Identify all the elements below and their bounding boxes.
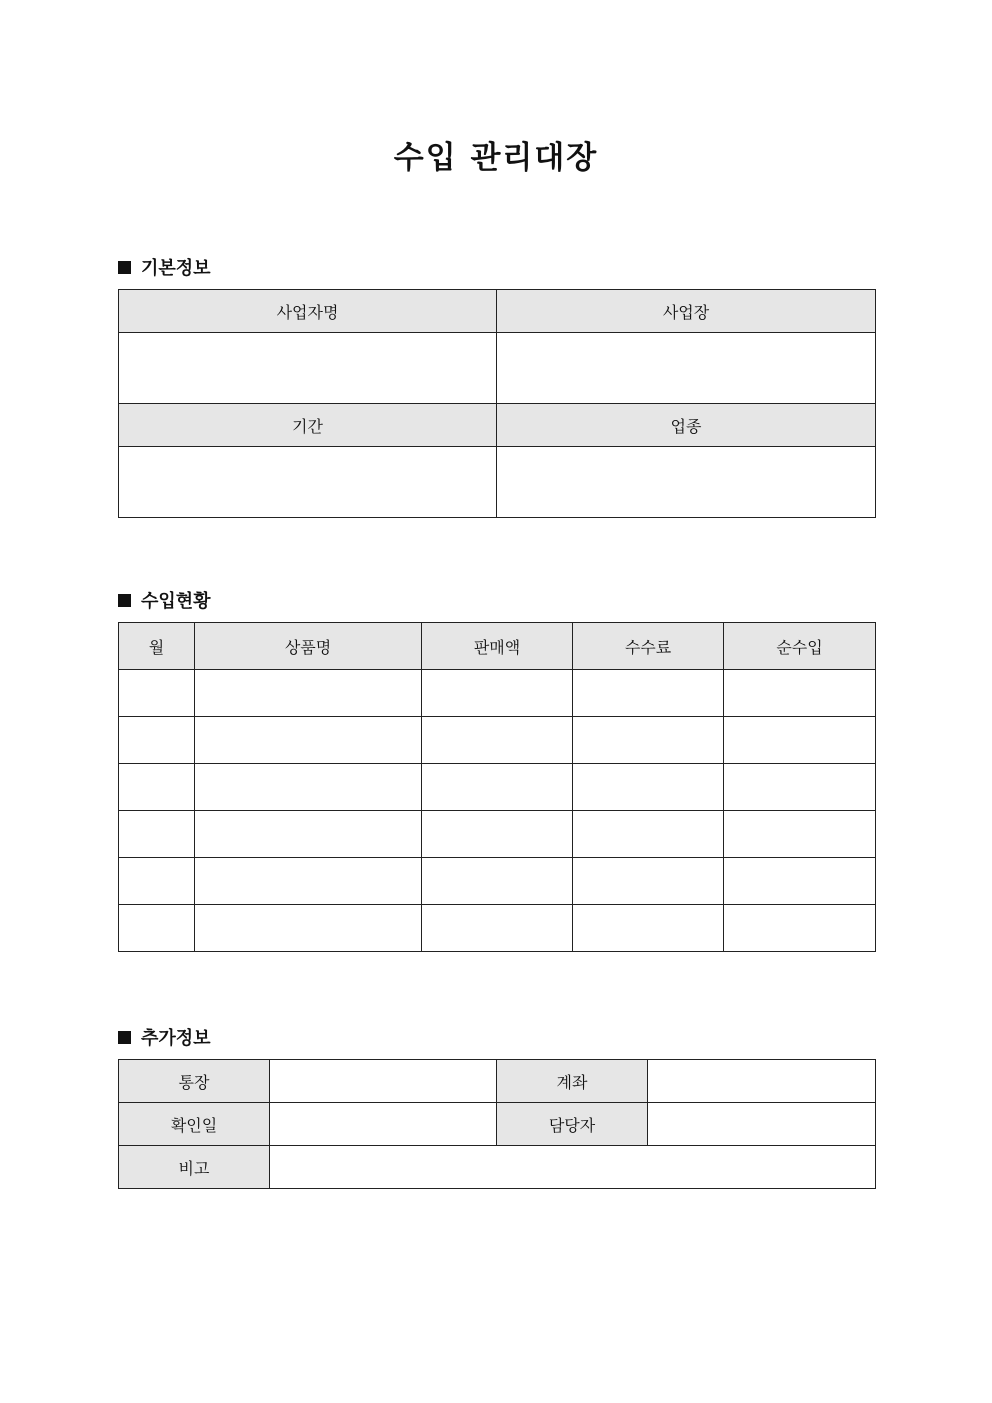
industry-label: 업종: [497, 404, 876, 447]
cell-product[interactable]: [195, 670, 422, 717]
cell-net-income[interactable]: [724, 717, 876, 764]
workplace-label: 사업장: [497, 290, 876, 333]
cell-product[interactable]: [195, 764, 422, 811]
bankbook-label: 통장: [119, 1060, 270, 1103]
manager-field[interactable]: [648, 1103, 876, 1146]
section-heading-basic: [118, 254, 211, 280]
cell-month[interactable]: [119, 717, 195, 764]
confirm-date-field[interactable]: [270, 1103, 497, 1146]
cell-product[interactable]: [195, 811, 422, 858]
section-heading-label: 추가정보: [141, 1028, 211, 1049]
extra-info-table: [118, 1059, 876, 1189]
table-row: [119, 811, 876, 858]
remarks-field[interactable]: [270, 1146, 876, 1189]
square-bullet-icon: [118, 261, 131, 274]
income-status-table: [118, 622, 876, 952]
manager-label: 담당자: [497, 1103, 648, 1146]
table-row: [119, 764, 876, 811]
section-heading-income: [118, 587, 211, 613]
section-heading-label: 수입현황: [141, 591, 211, 612]
cell-fee[interactable]: [573, 905, 724, 952]
cell-sales[interactable]: [422, 717, 573, 764]
table-row: [119, 905, 876, 952]
cell-fee[interactable]: [573, 858, 724, 905]
square-bullet-icon: [118, 1031, 131, 1044]
business-name-field[interactable]: [119, 333, 497, 404]
cell-month[interactable]: [119, 764, 195, 811]
column-header-month: 월: [119, 623, 195, 670]
industry-field[interactable]: [497, 447, 876, 518]
cell-net-income[interactable]: [724, 905, 876, 952]
column-header-fee: 수수료: [573, 623, 724, 670]
cell-net-income[interactable]: [724, 764, 876, 811]
cell-sales[interactable]: [422, 858, 573, 905]
section-heading-label: 기본정보: [141, 258, 211, 279]
period-field[interactable]: [119, 447, 497, 518]
cell-net-income[interactable]: [724, 670, 876, 717]
cell-fee[interactable]: [573, 670, 724, 717]
cell-product[interactable]: [195, 717, 422, 764]
column-header-net-income: 순수입: [724, 623, 876, 670]
cell-net-income[interactable]: [724, 858, 876, 905]
account-field[interactable]: [648, 1060, 876, 1103]
cell-fee[interactable]: [573, 811, 724, 858]
cell-month[interactable]: [119, 811, 195, 858]
confirm-date-label: 확인일: [119, 1103, 270, 1146]
cell-month[interactable]: [119, 858, 195, 905]
column-header-sales: 판매액: [422, 623, 573, 670]
table-row: [119, 858, 876, 905]
cell-fee[interactable]: [573, 717, 724, 764]
bankbook-field[interactable]: [270, 1060, 497, 1103]
cell-net-income[interactable]: [724, 811, 876, 858]
cell-sales[interactable]: [422, 764, 573, 811]
table-row: [119, 670, 876, 717]
document-title: 수입 관리대장: [393, 140, 599, 176]
workplace-field[interactable]: [497, 333, 876, 404]
business-name-label: 사업자명: [119, 290, 497, 333]
cell-product[interactable]: [195, 905, 422, 952]
cell-sales[interactable]: [422, 670, 573, 717]
cell-product[interactable]: [195, 858, 422, 905]
table-row: [119, 717, 876, 764]
cell-month[interactable]: [119, 670, 195, 717]
period-label: 기간: [119, 404, 497, 447]
cell-sales[interactable]: [422, 905, 573, 952]
remarks-label: 비고: [119, 1146, 270, 1189]
cell-month[interactable]: [119, 905, 195, 952]
square-bullet-icon: [118, 594, 131, 607]
cell-fee[interactable]: [573, 764, 724, 811]
account-label: 계좌: [497, 1060, 648, 1103]
column-header-product: 상품명: [195, 623, 422, 670]
section-heading-extra: [118, 1024, 211, 1050]
cell-sales[interactable]: [422, 811, 573, 858]
basic-info-table: [118, 289, 876, 518]
